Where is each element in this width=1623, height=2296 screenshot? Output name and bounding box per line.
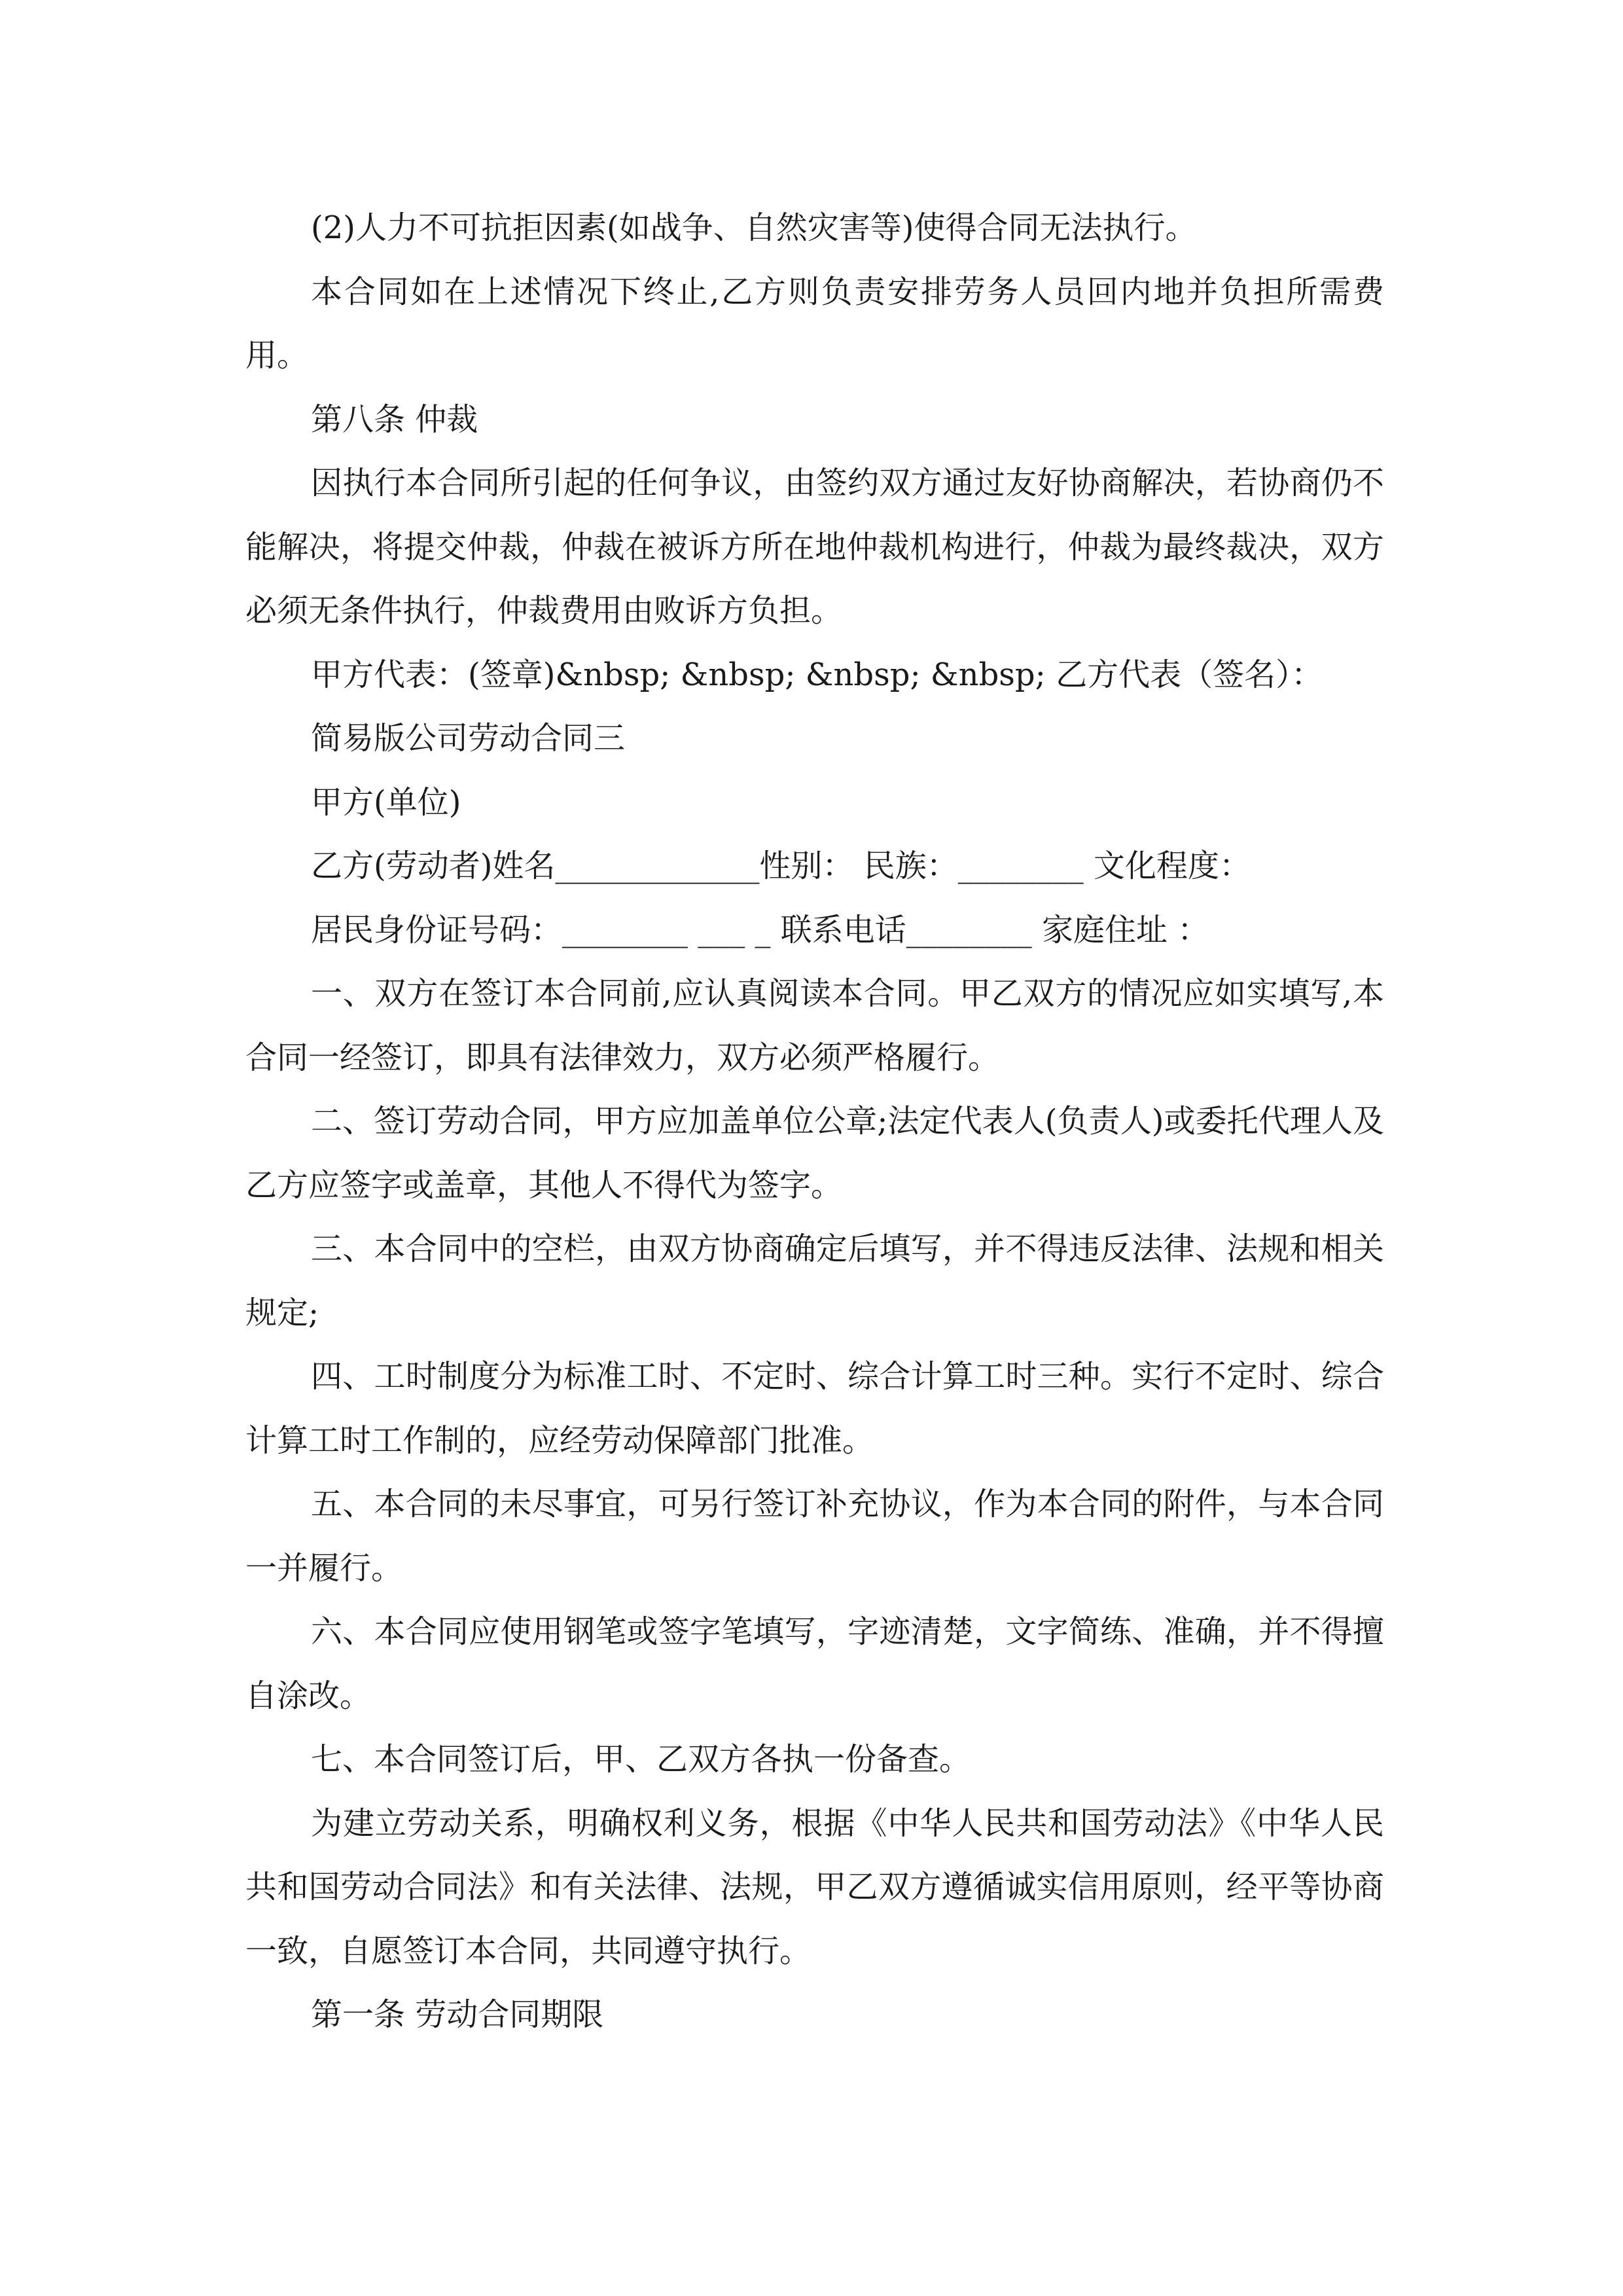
instruction-2: 二、签订劳动合同，甲方应加盖单位公章;法定代表人(负责人)或委托代理人及乙方应签字或盖章，其他人不得代为签字。 <box>245 1103 1384 1204</box>
section-heading-article-8: 第八条 仲裁 <box>311 401 478 438</box>
paragraph-termination-cost: 本合同如在上述情况下终止,乙方则负责安排劳务人员回内地并负担所需费用。 <box>245 273 1384 374</box>
section-heading-article-1: 第一条 劳动合同期限 <box>311 1996 604 2033</box>
paragraph-arbitration: 因执行本合同所引起的任何争议，由签约双方通过友好协商解决，若协商仍不能解决，将提交仲裁，仲裁在被诉方所在地仲裁机构进行，仲裁为最终裁决，双方必须无条件执行，仲裁费用由败诉方负担。 <box>245 465 1384 629</box>
preamble: 为建立劳动关系，明确权利义务，根据《中华人民共和国劳动法》《中华人民共和国劳动合同法》和有关法律、法规，甲乙双方遵循诚实信用原则，经平等协商一致，自愿签订本合同，共同遵守执行。 <box>245 1804 1384 1969</box>
signature-line: 甲方代表：(签章)&nbsp; &nbsp; &nbsp; &nbsp; 乙方代表（签名）： <box>311 656 1323 693</box>
party-b-info-line: 乙方(劳动者)姓名_____________性别： 民族：________ 文化程度： <box>311 848 1251 884</box>
instruction-3: 三、本合同中的空栏，由双方协商确定后填写，并不得违反法律、法规和相关规定; <box>245 1230 1384 1331</box>
paragraph-force-majeure-clause: (2)人力不可抗拒因素(如战争、自然灾害等)使得合同无法执行。 <box>311 209 1197 246</box>
instruction-6: 六、本合同应使用钢笔或签字笔填写，字迹清楚，文字简练、准确，并不得擅自涂改。 <box>245 1613 1384 1714</box>
instruction-4: 四、工时制度分为标准工时、不定时、综合计算工时三种。实行不定时、综合计算工时工作制的，应经劳动保障部门批准。 <box>245 1358 1384 1459</box>
instruction-7: 七、本合同签订后，甲、乙双方各执一份备查。 <box>311 1741 971 1778</box>
instruction-5: 五、本合同的未尽事宜，可另行签订补充协议，作为本合同的附件，与本合同一并履行。 <box>245 1486 1384 1587</box>
contract-title: 简易版公司劳动合同三 <box>311 720 626 757</box>
instruction-1: 一、双方在签订本合同前,应认真阅读本合同。甲乙双方的情况应如实填写,本合同一经签订，即具有法律效力，双方必须严格履行。 <box>245 975 1384 1076</box>
id-contact-line: 居民身份证号码：________ ___ _ 联系电话________ 家庭住址 ： <box>311 911 1209 948</box>
party-a-line: 甲方(单位) <box>311 783 461 821</box>
document-body <box>245 196 1384 2047</box>
